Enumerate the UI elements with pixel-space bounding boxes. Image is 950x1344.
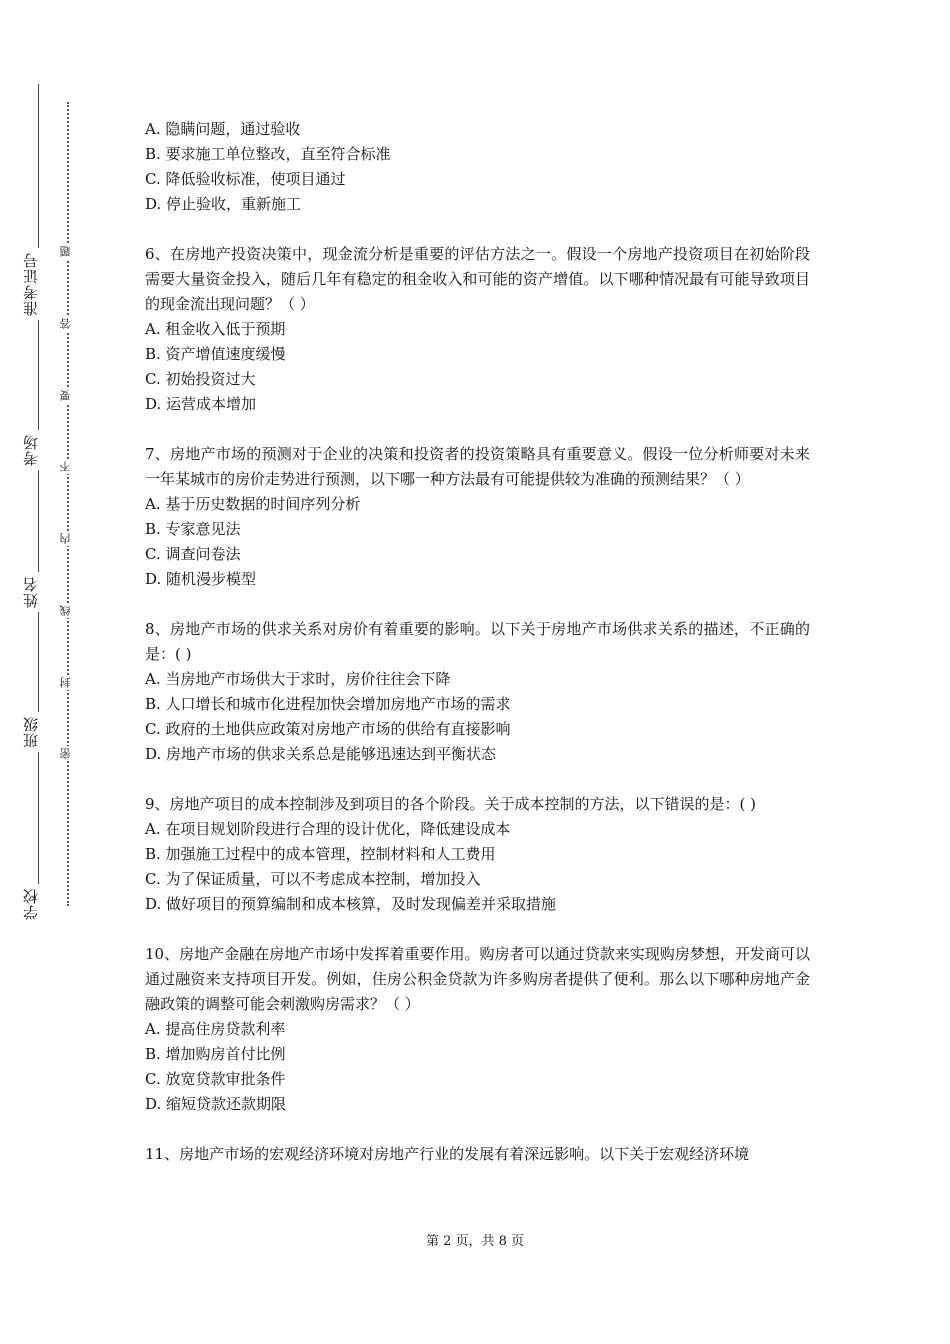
option: C. 放宽贷款审批条件 — [145, 1070, 286, 1088]
option: D. 运营成本增加 — [145, 395, 257, 413]
previous-question-options — [145, 117, 810, 217]
name-label: 姓名 — [24, 572, 39, 612]
seal-char: 密 — [59, 748, 72, 759]
option: A. 租金收入低于预期 — [145, 320, 286, 338]
option: B. 专家意见法 — [145, 520, 241, 538]
option: D. 做好项目的预算编制和成本核算，及时发现偏差并采取措施 — [145, 895, 557, 913]
option: D. 缩短贷款还款期限 — [145, 1095, 287, 1113]
option: C. 降低验收标准，使项目通过 — [145, 170, 346, 188]
seal-char: 要 — [59, 390, 72, 401]
option: A. 当房地产市场供大于求时，房价往往会下降 — [145, 670, 451, 688]
question-stem: 9、房地产项目的成本控制涉及到项目的各个阶段。关于成本控制的方法，以下错误的是：( ) — [145, 795, 757, 813]
seal-char: 封 — [59, 677, 72, 688]
class-label: 班级 — [24, 712, 39, 752]
question-stem: 8、房地产市场的供求关系对房价有着重要的影响。以下关于房地产市场供求关系的描述，不正确的是：( ) — [145, 620, 810, 663]
option: C. 为了保证质量，可以不考虑成本控制，增加投入 — [145, 870, 481, 888]
exam-room-label: 考场 — [24, 430, 39, 470]
option: A. 基于历史数据的时间序列分析 — [145, 495, 361, 513]
seal-char: 内 — [59, 533, 72, 544]
question-stem: 7、房地产市场的预测对于企业的决策和投资者的投资策略具有重要意义。假设一位分析师要对未来一年某城市的房价走势进行预测，以下哪一种方法最有可能提供较为准确的预测结果？（ ） — [145, 445, 810, 488]
question-8 — [145, 617, 810, 767]
option: A. 在项目规划阶段进行合理的设计优化，降低建设成本 — [145, 820, 511, 838]
option: D. 房地产市场的供求关系总是能够迅速达到平衡状态 — [145, 745, 497, 763]
seal-dotted-line — [67, 102, 69, 906]
question-7 — [145, 442, 810, 592]
admission-number-label: 准考证号 — [24, 248, 39, 320]
option: B. 资产增值速度缓慢 — [145, 345, 286, 363]
seal-char: 不 — [59, 461, 72, 472]
school-label: 学校 — [24, 884, 39, 924]
option: B. 人口增长和城市化进程加快会增加房地产市场的需求 — [145, 695, 511, 713]
option: A. 隐瞒问题，通过验收 — [145, 120, 301, 138]
option: C. 调查问卷法 — [145, 545, 241, 563]
option: B. 加强施工过程中的成本管理，控制材料和人工费用 — [145, 845, 496, 863]
seal-char: 答 — [59, 318, 72, 329]
option: C. 初始投资过大 — [145, 370, 256, 388]
question-6 — [145, 242, 810, 417]
question-stem: 6、在房地产投资决策中，现金流分析是重要的评估方法之一。假设一个房地产投资项目在初始阶段需要大量资金投入，随后几年有稳定的租金收入和可能的资产增值。以下哪种情况最有可能导致项目的现金流出现问题？（ ） — [145, 245, 810, 313]
binding-line — [38, 84, 39, 920]
question-content — [145, 117, 810, 1167]
option: A. 提高住房贷款利率 — [145, 1020, 286, 1038]
option: C. 政府的土地供应政策对房地产市场的供给有直接影响 — [145, 720, 511, 738]
binding-margin — [0, 0, 80, 1344]
seal-char: 线 — [59, 605, 72, 616]
option: D. 停止验收，重新施工 — [145, 195, 302, 213]
option: B. 要求施工单位整改，直至符合标准 — [145, 145, 391, 163]
question-stem: 10、房地产金融在房地产市场中发挥着重要作用。购房者可以通过贷款来实现购房梦想，开发商可以通过融资来支持项目开发。例如，住房公积金贷款为许多购房者提供了便利。那么以下哪种房地产金融政策的调整可能会刺激购房需求？（ ） — [145, 945, 810, 1013]
question-9 — [145, 792, 810, 917]
question-11-stem: 11、房地产市场的宏观经济环境对房地产行业的发展有着深远影响。以下关于宏观经济环境 — [145, 1145, 750, 1163]
option: B. 增加购房首付比例 — [145, 1045, 286, 1063]
seal-char: 题 — [59, 246, 72, 257]
option: D. 随机漫步模型 — [145, 570, 257, 588]
page-footer: 第 2 页，共 8 页 — [425, 1234, 525, 1249]
question-10 — [145, 942, 810, 1117]
